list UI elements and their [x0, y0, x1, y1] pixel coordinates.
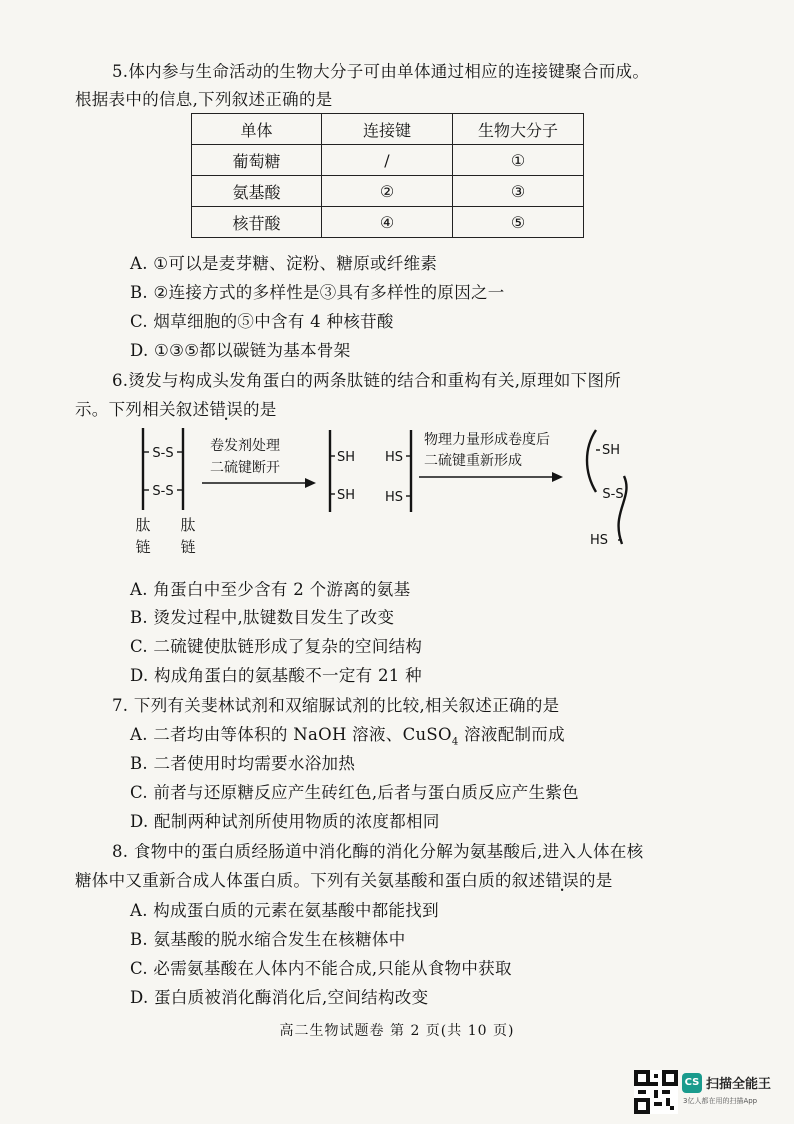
q7-option-b: B. 二者使用时均需要水浴加热	[130, 754, 356, 773]
q8-option-a: A. 构成蛋白质的元素在氨基酸中都能找到	[130, 901, 439, 920]
table-header-row	[192, 114, 584, 145]
step1-label: 二硫键断开	[210, 460, 280, 476]
table-cell: ②	[322, 176, 453, 207]
table-cell: 核苷酸	[192, 207, 322, 238]
table-row	[192, 176, 584, 207]
chain-label: 链	[180, 538, 196, 556]
camscanner-tagline: 3亿人都在用的扫描App	[683, 1097, 758, 1105]
camscanner-name: 扫描全能王	[706, 1077, 772, 1092]
chain-label: 肽	[180, 516, 196, 534]
table-header: 生物大分子	[453, 114, 584, 145]
disulfide-bond-top: S-S	[152, 446, 174, 461]
step1-label: 卷发剂处理	[210, 438, 280, 454]
step2-label: 二硫键重新形成	[424, 453, 522, 469]
thiol-group: HS	[589, 533, 609, 548]
q8-option-c: C. 必需氨基酸在人体内不能合成,只能从食物中获取	[130, 959, 512, 978]
q8-stem-line2: 糖体中又重新合成人体蛋白质。下列有关氨基酸和蛋白质的叙述错误的是	[75, 871, 613, 890]
q6-option-d: D. 构成角蛋白的氨基酸不一定有 21 种	[130, 666, 422, 685]
thiol-group: SH	[337, 450, 356, 465]
thiol-group: HS	[385, 450, 404, 465]
q5-option-a: A. ①可以是麦芽糖、淀粉、糖原或纤维素	[130, 254, 438, 273]
q5-option-d: D. ①③⑤都以碳链为基本骨架	[130, 341, 351, 360]
table-header: 单体	[192, 114, 322, 145]
q7-stem: 7. 下列有关斐林试剂和双缩脲试剂的比较,相关叙述正确的是	[112, 696, 560, 715]
thiol-group: SH	[602, 443, 621, 458]
q6-option-a: A. 角蛋白中至少含有 2 个游离的氨基	[130, 580, 411, 599]
q5-stem-line2: 根据表中的信息,下列叙述正确的是	[75, 90, 333, 109]
step2-label: 物理力量形成卷度后	[424, 432, 550, 448]
thiol-group: HS	[385, 490, 404, 505]
table-cell: /	[322, 145, 453, 176]
disulfide-bond-reformed: S-S	[602, 487, 624, 502]
q6-stem-line2: 示。下列相关叙述错误的是	[75, 400, 277, 419]
qr-code-icon	[634, 1070, 678, 1114]
q8-option-b: B. 氨基酸的脱水缩合发生在核糖体中	[130, 930, 406, 949]
q7-option-a: A. 二者均由等体积的 NaOH 溶液、CuSO$_4$ 溶液配制而成	[130, 725, 565, 748]
table-cell: 氨基酸	[192, 176, 322, 207]
emphasis-mark: 错误	[209, 400, 244, 419]
table-cell: ④	[322, 207, 453, 238]
table-cell: 葡萄糖	[192, 145, 322, 176]
q7-option-c: C. 前者与还原糖反应产生砖红色,后者与蛋白质反应产生紫色	[130, 783, 579, 802]
curled-chain-left	[587, 430, 596, 492]
page-footer: 高二生物试题卷 第 2 页(共 10 页)	[279, 1023, 515, 1039]
table-row	[192, 145, 584, 176]
q7-option-d: D. 配制两种试剂所使用物质的浓度都相同	[130, 812, 440, 831]
emphasis-mark: 错误	[545, 871, 580, 890]
q6-option-c: C. 二硫键使肽链形成了复杂的空间结构	[130, 637, 423, 656]
chain-label: 链	[135, 538, 151, 556]
q5-table	[191, 113, 584, 238]
table-cell: ③	[453, 176, 584, 207]
q5-stem-line1: 5.体内参与生命活动的生物大分子可由单体通过相应的连接键聚合而成。	[112, 62, 650, 81]
table-cell: ⑤	[453, 207, 584, 238]
q6-option-b: B. 烫发过程中,肽键数目发生了改变	[130, 608, 395, 627]
disulfide-bond-bottom: S-S	[152, 484, 174, 499]
table-row	[192, 207, 584, 238]
hair-perm-diagram	[130, 420, 650, 565]
q5-option-b: B. ②连接方式的多样性是③具有多样性的原因之一	[130, 283, 505, 302]
table-cell: ①	[453, 145, 584, 176]
q8-option-d: D. 蛋白质被消化酶消化后,空间结构改变	[130, 988, 429, 1007]
q8-stem-line1: 8. 食物中的蛋白质经肠道中消化酶的消化分解为氨基酸后,进入人体在核	[112, 842, 644, 861]
thiol-group: SH	[337, 488, 356, 503]
q6-stem-line1: 6.烫发与构成头发角蛋白的两条肽链的结合和重构有关,原理如下图所	[112, 371, 622, 390]
camscanner-logo: CS	[682, 1073, 702, 1093]
table-header: 连接键	[322, 114, 453, 145]
q5-option-c: C. 烟草细胞的⑤中含有 4 种核苷酸	[130, 312, 394, 331]
chain-label: 肽	[135, 516, 151, 534]
